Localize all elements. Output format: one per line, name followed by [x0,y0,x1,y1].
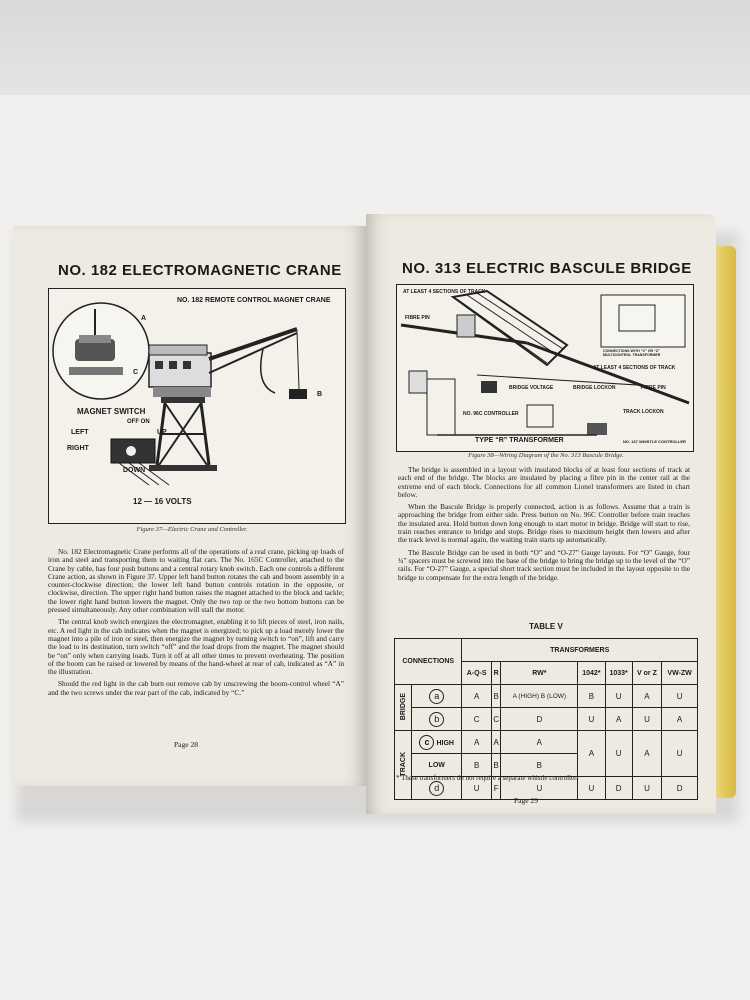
track-left-label: AT LEAST 4 SECTIONS OF TRACK [403,289,486,295]
table-cell: U [632,777,661,800]
down-label: DOWN [123,467,146,474]
transformers-header: TRANSFORMERS [462,639,698,662]
track-group [395,731,412,800]
table-header-row [395,639,698,662]
left-page-title: NO. 182 ELECTROMAGNETIC CRANE [58,262,342,279]
crane-figure [48,288,346,524]
column-header: R [491,662,501,685]
right-label: RIGHT [67,445,89,452]
column-header: RW* [501,662,578,685]
fibre-pin-right-label: FIBRE PIN [641,385,666,391]
column-header: VW-ZW [662,662,698,685]
bridge-group-label: BRIDGE [399,692,407,721]
table-cell: D [501,708,578,731]
table-cell: A [632,685,661,708]
transformer-label: TYPE “R” TRANSFORMER [475,437,564,444]
table-cell: A (HIGH) B (LOW) [501,685,578,708]
table-cell: D [662,777,698,800]
bridge-group [395,685,412,731]
row-mark-circle: b [429,712,444,727]
crane-illustration [49,289,345,523]
track-right-label: AT LEAST 4 SECTIONS OF TRACK [593,365,676,371]
up-label: UP [157,429,167,436]
whistle-controller-label: NO. 167 WHISTLE CONTROLLER [623,439,686,444]
right-page [366,214,716,814]
right-page-title: NO. 313 ELECTRIC BASCULE BRIDGE [402,260,692,277]
left-paragraph: Should the red light in the cab burn out remove cab by unscrewing the boom-control wheel “A” and the two screws under the rear part of the cab, indicated by “C.” [48,679,344,697]
left-label: LEFT [71,429,89,436]
row-sub-label: HIGH [436,739,454,747]
magnet-switch-label: MAGNET SWITCH [77,407,146,416]
fibre-pin-left-label: FIBRE PIN [405,315,430,321]
table-row [395,708,698,731]
left-body-text [48,548,344,701]
table-cell: B [462,754,491,777]
table-row [395,685,698,708]
track-group-label: TRACK [399,751,407,777]
volts-label: 12 — 16 VOLTS [133,497,192,506]
table-cell: U [662,685,698,708]
left-paragraph: No. 182 Electromagnetic Crane performs all of the operations of a real crane, picking up loads of iron and steel and transporting them to waiting flat cars. The No. 165C Controller, attached to the Crane by cable, has four push buttons and a central rotary knob switch. Each one controls a different Crane action, as shown in Figure 37. Upper left hand button rotates the cab and boom assembly in a counter-clockwise direction; the lower left hand button controls rotation in the opposite, or clockwise, direction. The upper right hand button raises the magnet attached to the block and tackle; the lower right hand button lowers the magnet. Only the two top or the two bottom buttons can be pressed simultaneously. Any other combination will stall the motor. [48,547,344,615]
right-figure-caption: Figure 38—Wiring Diagram of the No. 313 Bascule Bridge. [468,452,624,459]
table-cell: A [578,731,605,777]
label-a: A [141,315,147,322]
table-cell: U [578,708,605,731]
row-mark-circle: c [419,735,434,750]
right-paragraph: The bridge is assembled in a layout with insulated blocks of at least four sections of track at each end of the bridge. The blocks are insulated by placing a fibre pin in the center rail at the extreme end of each block. Connections for all common Lionel transformers are listed in chart below. [398,465,690,499]
table-cell: C [491,708,501,731]
row-sub-label: LOW [412,754,462,777]
right-page-number: Page 29 [514,796,538,805]
bridge-voltage-label: BRIDGE VOLTAGE [509,385,554,391]
right-paragraph: The Bascule Bridge can be used in both “O” and “O-27” Gauge layouts. For “O” Gauge, four ¾” spacers must be screwed into the base of the bridge to bring the bridge up to the level of the “O” rails. For “O-27” Gauge, a special short track section must be included in the layout opposite to the bridge to compensate for the extra length of the bridge. [398,547,690,582]
column-header: 1033* [605,662,632,685]
label-b: B [317,391,323,398]
table-cell: A [501,731,578,754]
column-header: 1042* [578,662,605,685]
table-title: TABLE V [529,622,563,631]
crane-label: NO. 182 REMOTE CONTROL MAGNET CRANE [177,297,331,304]
label-c: C [133,369,139,376]
table-cell: A [662,708,698,731]
off-on-label: OFF ON [127,419,150,425]
table-cell: U [462,777,491,800]
right-paragraph: When the Bascule Bridge is properly connected, action is as follows. Assume that a train is approaching the bridge from either side. Press button on No. 96C Controller before train reaches the insulated area. Hold button down long enough to start motor in bridge. Bridge will start to rise, train reaches entrance to bridge and stops. Bridge rises to maximum height then lowers and after the track level is normal again, the waiting train starts up automatically. [398,502,690,545]
row-mark-circle: d [429,781,444,796]
table-cell: A [605,708,632,731]
table-cell: B [491,754,501,777]
table-cell: C [462,708,491,731]
connections-header: CONNECTIONS [395,639,462,685]
bridge-lockon-label: BRIDGE LOCKON [573,385,616,391]
table-row [395,731,698,754]
table-cell: B [501,754,578,777]
table-cell: U [501,777,578,800]
table-cell: U [632,708,661,731]
left-figure-caption: Figure 37—Electric Crane and Controller. [136,526,248,533]
row-mark [412,708,462,731]
table-cell: B [491,685,501,708]
table-cell: A [462,731,491,754]
bridge-figure [396,284,694,452]
track-lockon-label: TRACK LOCKON [623,409,664,415]
left-page-number: Page 28 [174,740,198,749]
left-page [14,226,366,786]
table-cell: A [462,685,491,708]
table-footnote: * These transformers do not require a separate whistle controller. [396,774,578,782]
table-cell: F [491,777,501,800]
left-paragraph: The central knob switch energizes the electromagnet, enabling it to lift pieces of steel, iron nails, etc. A red light in the cab indicates when the magnet is energized; to pick up a load merely lower the magnet into a pile of iron or steel, then energize the magnet by turning switch to “on”, lift and carry the load to its destination, turn switch “off” and the load drops from the magnet. The magnet should be “on” only when carrying loads. Turn it off at all other times to prevent overheating. The position of the boom can be raised or lowered by means of the hand-wheel at rear of cab, indicated as “A” in the illustration. [48,617,344,677]
table-cell: A [632,731,661,777]
right-body-text [398,466,690,586]
row-mark [412,685,462,708]
table-cell: A [491,731,501,754]
controller-label: NO. 96C CONTROLLER [463,411,519,417]
table-cell: U [605,731,632,777]
table-cell: B [578,685,605,708]
table-cell: U [605,685,632,708]
table-cell: D [605,777,632,800]
row-mark [412,731,462,754]
column-header: V or Z [632,662,661,685]
table-cell: U [662,731,698,777]
table-cell: U [578,777,605,800]
background-wall [0,0,750,110]
row-mark-circle: a [429,689,444,704]
column-header: A-Q-S [462,662,491,685]
multicontrol-label: CONNECTIONS WITH “V” OR “Z” MULTICONTROL TRANSFORMER [603,349,661,357]
